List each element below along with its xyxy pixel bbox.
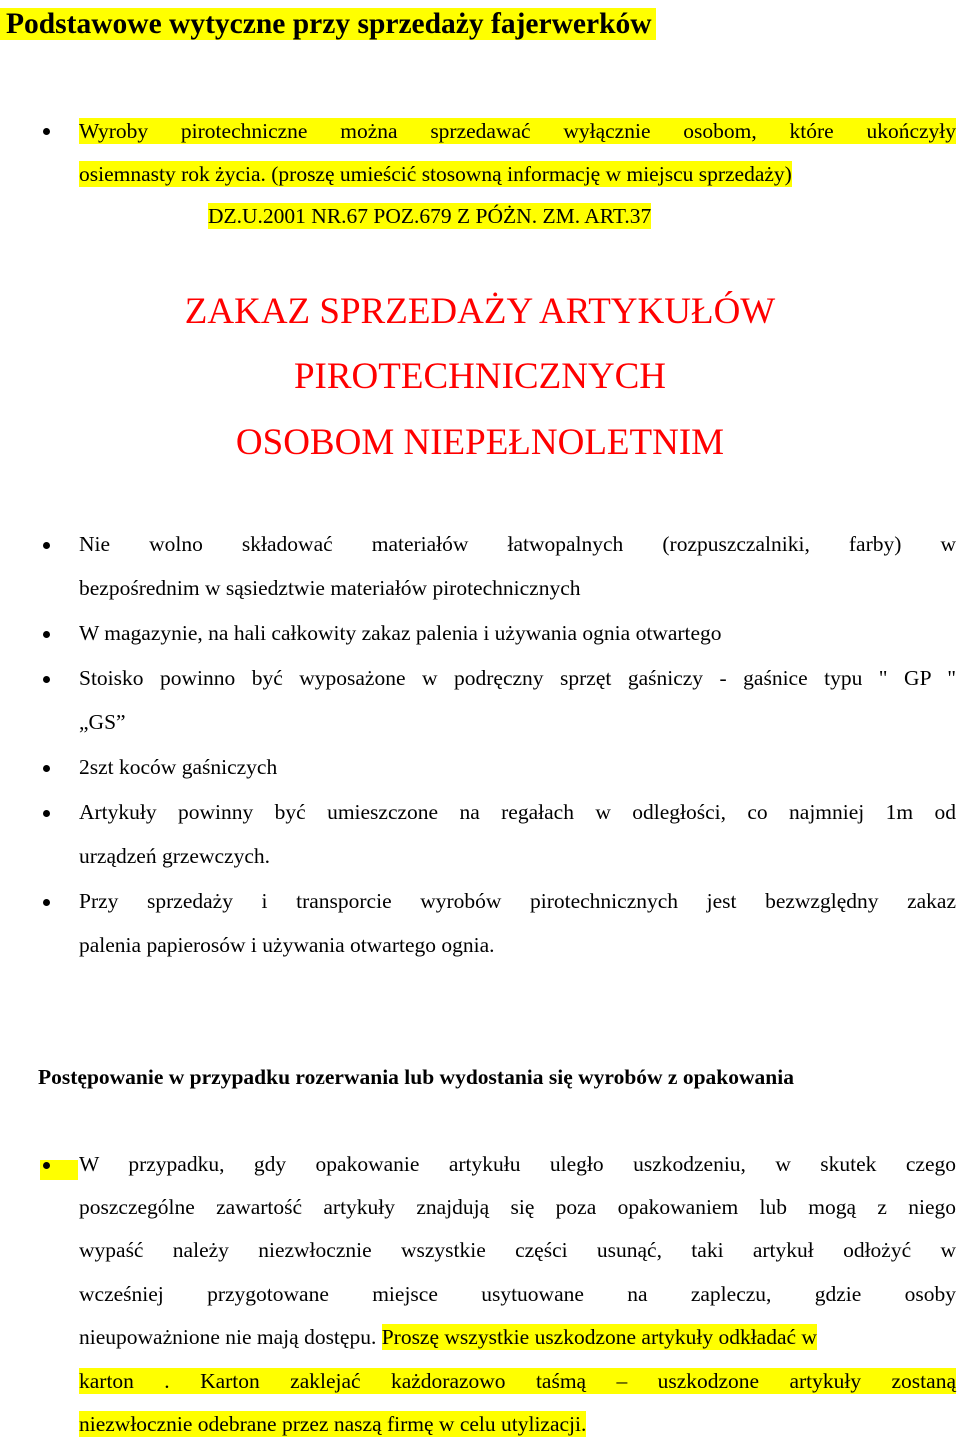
section-heading: Postępowanie w przypadku rozerwania lub wydostania się wyrobów z opakowania [38,1065,794,1089]
rule-storage-line-1: Nie wolno składować materiałów łatwopalnych (rozpuszczalniki, farby) w [79,532,956,556]
section-line-3: wypaść należy niezwłocznie wszystkie części usunąć, taki artykuł odłożyć w [79,1238,956,1262]
bullet-icon [43,128,50,135]
warning-line-1: ZAKAZ SPRZEDAŻY ARTYKUŁÓW [184,291,776,332]
rule-extinguisher-line-1: Stoisko powinno być wyposażone w podręczny sprzęt gaśniczy - gaśnice typu " GP " [79,666,956,690]
section-line-4: wcześniej przygotowane miejsce usytuowane na zapleczu, gdzie osoby [79,1282,956,1306]
age-rule-line-1: Wyroby pirotechniczne można sprzedawać wyłącznie osobom, które ukończyły [79,119,956,143]
bullet-icon [43,1162,50,1169]
bullet-icon [43,542,50,549]
bullet-icon [43,765,50,772]
rule-shelves-line-2: urządzeń grzewczych. [79,844,270,868]
age-rule-line-2: osiemnasty rok życia. (proszę umieścić stosowną informację w miejscu sprzedaży) [79,162,792,186]
rule-storage-line-2: bezpośrednim w sąsiedztwie materiałów pirotechnicznych [79,576,581,600]
rule-transport-line-1: Przy sprzedaży i transporcie wyrobów pirotechnicznych jest bezwzględny zakaz [79,889,956,913]
rule-blankets: 2szt koców gaśniczych [79,755,278,779]
section-line-6: karton . Karton zaklejać każdorazowo taśmą – uszkodzone artykuły zostaną [79,1369,956,1393]
section-line-5-highlight: Proszę wszystkie uszkodzone artykuły odkładać w [381,1325,817,1349]
warning-line-2: PIROTECHNICZNYCH [293,356,667,397]
bullet-icon [43,631,50,638]
page-title-text: Podstawowe wytyczne przy sprzedaży fajerwerków [0,8,656,40]
rule-transport-line-2: palenia papierosów i używania otwartego ognia. [79,933,495,957]
bullet-icon [43,810,50,817]
bullet-icon [43,899,50,906]
warning-line-3: OSOBOM NIEPEŁNOLETNIM [235,422,725,463]
rule-smoking: W magazynie, na hali całkowity zakaz palenia i używania ognia otwartego [79,621,722,645]
age-rule-law-reference: DZ.U.2001 NR.67 POZ.679 Z PÓŻN. ZM. ART.37 [208,204,652,228]
section-line-7: niezwłocznie odebrane przez naszą firmę w celu utylizacji. [79,1412,587,1436]
section-line-1: W przypadku, gdy opakowanie artykułu uległo uszkodzeniu, w skutek czego [79,1152,956,1176]
bullet-icon [43,676,50,683]
section-line-2: poszczególne zawartość artykuły znajdują się poza opakowaniem lub mogą z niego [79,1195,956,1219]
page-title [0,2,656,46]
rule-shelves-line-1: Artykuły powinny być umieszczone na regałach w odległości, co najmniej 1m od [79,800,956,824]
rule-extinguisher-line-2: „GS” [79,710,126,734]
section-line-5-plain: nieupoważnione nie mają dostępu. [79,1325,382,1349]
